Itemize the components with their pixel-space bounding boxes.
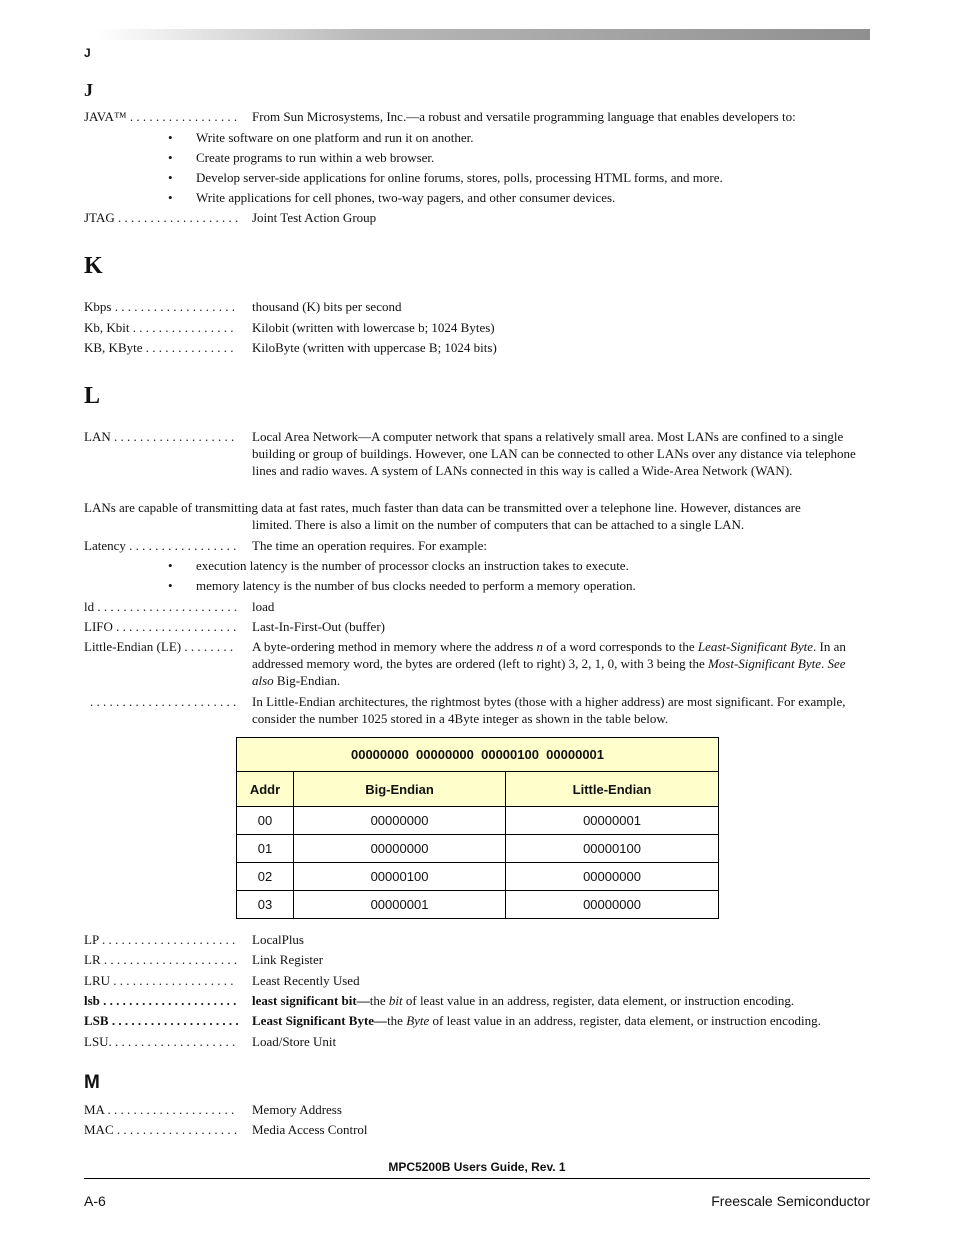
term: LRU . . . . . . . . . . . . . . . . . . . [84, 973, 234, 988]
table-caption: 00000000 00000000 00000100 00000001 [237, 738, 719, 772]
section-heading-j: J [84, 80, 93, 100]
section-heading-l: L [84, 383, 101, 409]
definition: Link Register [252, 952, 324, 967]
definition: Load/Store Unit [252, 1034, 337, 1049]
glossary-entry-little-endian-cont [84, 693, 870, 727]
definition: load [252, 599, 275, 614]
term: KB, KByte . . . . . . . . . . . . . . [84, 340, 234, 355]
term: LSB . . . . . . . . . . . . . . . . . . . . [84, 1013, 239, 1028]
table-header: Little-Endian [506, 772, 719, 807]
definition: LocalPlus [252, 932, 304, 947]
term: JAVA™ . . . . . . . . . . . . . . . . . [84, 109, 238, 124]
definition: least significant bit—the bit of least value in an address, register, data element, or instruction encoding. [252, 993, 795, 1008]
glossary-entry-mac [84, 1121, 870, 1138]
definition: The time an operation requires. For example: [252, 538, 488, 553]
footer-divider [84, 1178, 870, 1179]
glossary-entry-lan-note [84, 499, 870, 533]
definition: Joint Test Action Group [252, 210, 377, 225]
footer-company: Freescale Semiconductor [711, 1193, 870, 1209]
table-row: 00 00000000 00000001 [237, 807, 719, 835]
term: ld . . . . . . . . . . . . . . . . . . . . . . [84, 599, 238, 614]
term: . . . . . . . . . . . . . . . . . . . . . . . [90, 694, 237, 709]
glossary-entry-kbyte [84, 339, 870, 356]
term: MA . . . . . . . . . . . . . . . . . . . . [84, 1102, 235, 1117]
glossary-entry-lsb-bit [84, 992, 870, 1009]
section-heading-m: M [84, 1072, 100, 1093]
page-number: A-6 [84, 1193, 106, 1209]
definition: Kilobit (written with lowercase b; 1024 Bytes) [252, 320, 495, 335]
glossary-entry-jtag [84, 209, 870, 226]
term: Kb, Kbit . . . . . . . . . . . . . . . . [84, 320, 234, 335]
glossary-entry-latency [84, 537, 870, 554]
definition: KiloByte (written with uppercase B; 1024 bits) [252, 340, 497, 355]
term: LIFO . . . . . . . . . . . . . . . . . . . [84, 619, 237, 634]
term: LSU. . . . . . . . . . . . . . . . . . . . [84, 1034, 236, 1049]
term: LR . . . . . . . . . . . . . . . . . . . . . [84, 952, 238, 967]
definition: Media Access Control [252, 1122, 368, 1137]
glossary-entry-lifo [84, 618, 870, 635]
glossary-entry-lru [84, 972, 870, 989]
definition: thousand (K) bits per second [252, 299, 402, 314]
glossary-entry-java [84, 108, 870, 125]
definition: A byte-ordering method in memory where the address n of a word corresponds to the Least-Significant Byte. In an addressed memory word, the bytes are ordered (left to right) 3, 2, 1, 0, with 3 being the Most-Significant Byte. See also Big-Endian. [252, 639, 846, 688]
section-heading-k: K [84, 253, 103, 279]
glossary-entry-lr [84, 951, 870, 968]
glossary-entry-lsb-byte [84, 1012, 870, 1029]
table-row: 02 00000100 00000000 [237, 863, 719, 891]
table-header: Big-Endian [294, 772, 506, 807]
definition: Last-In-First-Out (buffer) [252, 619, 385, 634]
table-row: 01 00000000 00000100 [237, 835, 719, 863]
term: MAC . . . . . . . . . . . . . . . . . . . [84, 1122, 238, 1137]
term: LP . . . . . . . . . . . . . . . . . . . . . [84, 932, 236, 947]
table-row: 03 00000001 00000000 [237, 891, 719, 919]
glossary-entry-kbps [84, 298, 870, 315]
note-line: limited. There is also a limit on the number of computers that can be attached to a single LAN. [252, 517, 745, 532]
header-bar [95, 29, 870, 40]
term: Latency . . . . . . . . . . . . . . . . . [84, 538, 237, 553]
definition: From Sun Microsystems, Inc.—a robust and versatile programming language that enables developers to: [252, 109, 796, 124]
note-line: LANs are capable of transmitting data at fast rates, much faster than data can be transmitted over a telephone line. However, distances are [84, 500, 801, 515]
glossary-entry-lsu [84, 1033, 870, 1050]
glossary-entry-lan [84, 428, 870, 479]
term: lsb . . . . . . . . . . . . . . . . . . . . . [84, 993, 237, 1008]
definition: Least Significant Byte—the Byte of least value in an address, register, data element, or instruction encoding. [252, 1013, 821, 1028]
endian-table [236, 737, 719, 919]
definition: Memory Address [252, 1102, 342, 1117]
definition: Least Recently Used [252, 973, 360, 988]
term: Little-Endian (LE) . . . . . . . . [84, 639, 234, 654]
term: LAN . . . . . . . . . . . . . . . . . . . [84, 429, 235, 444]
term: JTAG . . . . . . . . . . . . . . . . . . . [84, 210, 239, 225]
glossary-entry-little-endian [84, 638, 870, 689]
running-header: J [84, 46, 91, 60]
glossary-entry-ld [84, 598, 870, 615]
glossary-entry-kbit [84, 319, 870, 336]
table-header: Addr [237, 772, 294, 807]
glossary-entry-ma [84, 1101, 870, 1118]
definition: In Little-Endian architectures, the rightmost bytes (those with a higher address) are most significant. For example, consider the number 1025 stored in a 4Byte integer as shown in the table below. [252, 694, 846, 726]
footer-title: MPC5200B Users Guide, Rev. 1 [388, 1160, 566, 1174]
term: Kbps . . . . . . . . . . . . . . . . . . . [84, 299, 235, 314]
definition: Local Area Network—A computer network that spans a relatively small area. Most LANs are confined to a single building or group of buildings. However, one LAN can be connected to other LANs over any distance via telephone lines and radio waves. A system of LANs connected in this way is called a Wide-Area Network (WAN). [252, 429, 856, 478]
glossary-entry-lp [84, 931, 870, 948]
